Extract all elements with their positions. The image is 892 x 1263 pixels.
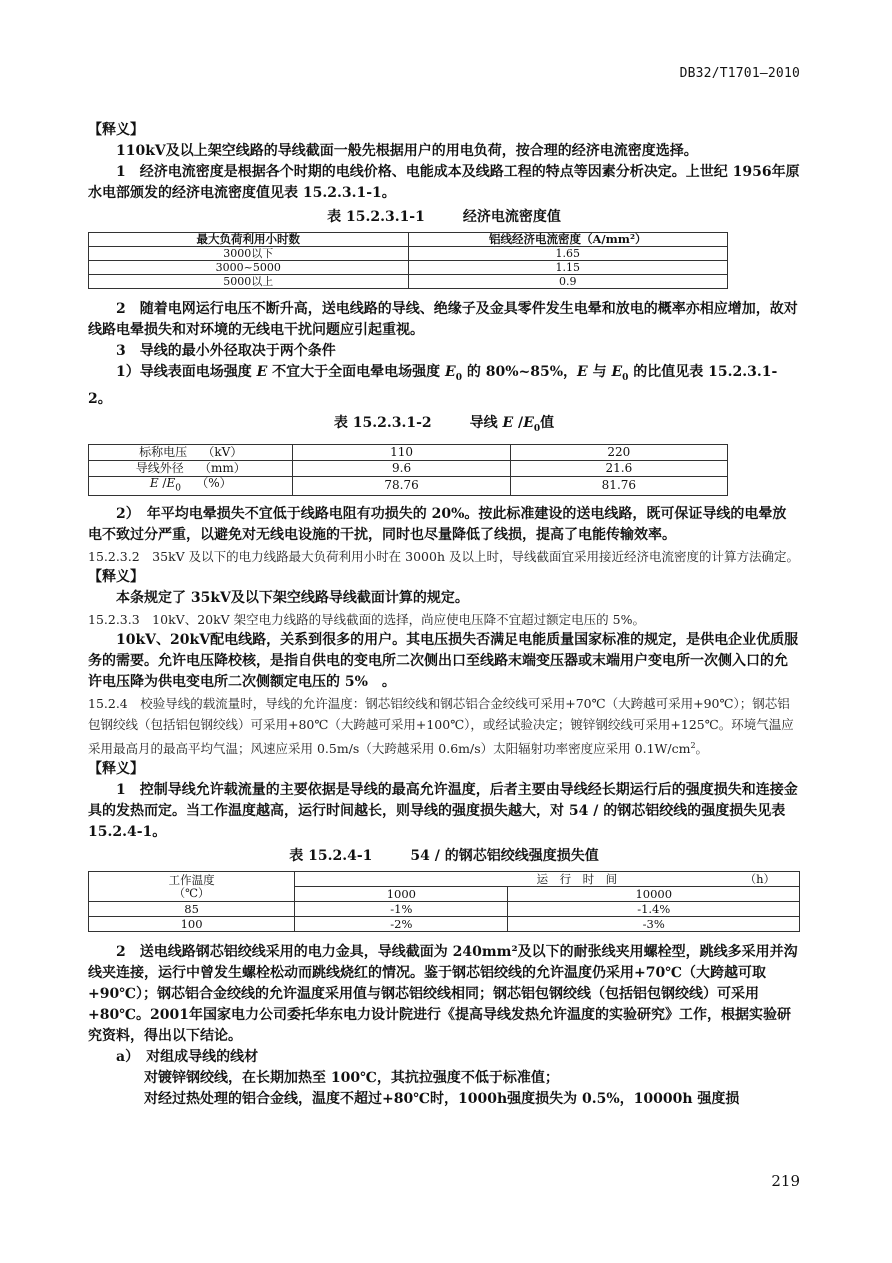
text-run: / <box>158 475 167 490</box>
paragraph: 10kV、20kV配电线路，关系到很多的用户。其电压损失否满足电能质量国家标准的规定，是供电企业优质服务的需要。允许电压降校核，是指自供电的变电所二次侧出口至线路末端变压器或末端用户变电所一次侧入口的允许电压降为供电变电所二次侧额定电压的 5% 。 <box>88 631 799 690</box>
text-run: 值 <box>540 414 555 431</box>
table-cell: -2% <box>295 917 508 932</box>
clause-15-2-3-2: 15.2.3.2 35kV 及以下的电力线路最大负荷利用小时在 3000h 及以上时，导线截面宜采用接近经济电流密度的计算方法确定。 <box>88 548 799 564</box>
conductor-e-ratio-table <box>88 444 728 496</box>
table-row <box>89 460 728 476</box>
table-number: 表 15.2.3.1-1 <box>327 209 425 225</box>
text-run: 的 80%~85%， <box>461 364 578 380</box>
text-run: E <box>256 364 268 380</box>
table-cell: 81.76 <box>510 476 727 495</box>
table-number: 表 15.2.3.1-2 <box>333 414 432 431</box>
text-run: 导线 <box>469 414 503 431</box>
table-cell: -1.4% <box>508 902 800 917</box>
text-run: 的比值见表 15.2.3.1-2。 <box>88 364 778 407</box>
paragraph: 对镀锌钢绞线，在长期加热至 100℃，其抗拉强度不低于标准值； <box>144 1070 559 1087</box>
text-run: （℃） <box>173 885 210 900</box>
paragraph: 110kV及以上架空线路的导线截面一般先根据用户的用电负荷，按合理的经济电流密度选择。 <box>116 143 698 159</box>
table-cell: 21.6 <box>510 460 727 476</box>
table-header-row <box>89 233 728 247</box>
page-content <box>88 120 800 1110</box>
text-run: E <box>577 364 588 380</box>
text-run: （%） <box>196 475 232 490</box>
table-cell: 100 <box>89 917 295 932</box>
table-cell: 1.15 <box>408 261 728 275</box>
paragraph: 2） 年平均电晕损失不宜低于线路电阻有功损失的 20%。按此标准建设的送电线路，既可保证导线的电晕放电不致过分严重，以避免对无线电设施的干扰，同时也尽量降低了线损，提高了电能传输效率。 <box>88 505 787 543</box>
table-header-cell: 铝线经济电流密度（A/mm²） <box>408 233 728 247</box>
table-caption <box>88 206 800 228</box>
text-run: （mm） <box>198 460 246 475</box>
table-header-cell <box>89 872 295 902</box>
text-run: （kV） <box>202 444 243 459</box>
table-header-cell: 最大负荷利用小时数 <box>89 233 409 247</box>
text-run: 15.2.4 校验导线的载流量时，导线的允许温度：钢芯铝绞线和钢芯铝合金绞线可采用+70℃（大跨越可采用+90℃）；钢芯铝包钢绞线（包括铝包钢绞线）可采用+80℃（大跨越可采用+100℃），或经试验决定；镀锌钢绞线可采用+125℃。环境气温应采用最高月的最高平均气温；风速应采用 0.5m/s（大跨越采用 0.6m/s）太阳辐射功率密度应采用 0.1W/cm <box>88 695 794 757</box>
page-number: 219 <box>771 1172 800 1190</box>
table-cell: 3000以下 <box>89 247 409 261</box>
table-cell: 9.6 <box>293 460 510 476</box>
strength-loss-table <box>88 871 800 932</box>
table-cell: 5000以上 <box>89 275 409 289</box>
text-run: 标称电压 <box>139 444 188 459</box>
table-cell <box>89 476 293 495</box>
text-run: E <box>166 475 176 490</box>
table-header-cell: 1000 <box>295 887 508 902</box>
clause-15-2-3-3: 15.2.3.3 10kV、20kV 架空电力线路的导线截面的选择，尚应使电压降不宜超过额定电压的 5%。 <box>88 611 645 627</box>
text-run: 0 <box>622 372 629 383</box>
table-row <box>89 902 800 917</box>
table-cell: 1.65 <box>408 247 728 261</box>
text-run: 0 <box>455 372 462 383</box>
table-cell: 3000~5000 <box>89 261 409 275</box>
text-run: （h） <box>744 871 775 886</box>
table-row <box>89 247 728 261</box>
table-title: 经济电流密度值 <box>462 209 561 225</box>
paragraph: 1 控制导线允许载流量的主要依据是导线的最高允许温度，后者主要由导线经长期运行后的强度损失和连接金具的发热而定。当工作温度越高，运行时间越长，则导线的强度损失越大，对 54 / 的钢芯铝绞线的强度损失见表 15.2.4-1。 <box>88 782 798 841</box>
table-header-row <box>89 872 800 887</box>
text-run: 0 <box>533 423 541 434</box>
text-run: / <box>513 414 524 431</box>
text-run: E <box>523 414 534 431</box>
table-title: 54 / 的钢芯铝绞线强度损失值 <box>410 848 599 865</box>
table-cell: 0.9 <box>408 275 728 289</box>
table-header-cell <box>295 872 800 887</box>
paragraph: 2 随着电网运行电压不断升高，送电线路的导线、绝缘子及金具零件发生电晕和放电的概率亦相应增加，故对线路电晕损失和对环境的无线电干扰问题应引起重视。 <box>88 301 798 338</box>
text-run: 运 行 时 间 <box>536 871 618 886</box>
paragraph: 1 经济电流密度是根据各个时期的电线价格、电能成本及线路工程的特点等因素分析决定。上世纪 1956年原水电部颁发的经济电流密度值见表 15.2.3.1-1。 <box>88 164 800 201</box>
table-row <box>89 261 728 275</box>
paragraph: 3 导线的最小外径取决于两个条件 <box>116 343 336 359</box>
table-row <box>89 444 728 460</box>
table-cell: 85 <box>89 902 295 917</box>
text-run: 不宜大于全面电晕电场强度 <box>267 364 446 380</box>
table-caption <box>88 412 800 440</box>
table-cell: 78.76 <box>293 476 510 495</box>
standard-code-header: DB32/T1701—2010 <box>679 66 800 81</box>
table-cell: 110 <box>293 444 510 460</box>
table-number: 表 15.2.4-1 <box>289 848 373 865</box>
paragraph: 2 送电线路钢芯铝绞线采用的电力金具，导线截面为 240mm²及以下的耐张线夹用螺栓型，跳线多采用并沟线夹连接，运行中曾发生螺栓松动而跳线烧红的情况。鉴于钢芯铝绞线的允许温度仍采用+70℃（大跨越可取+90℃）；钢芯铝合金绞线的允许温度采用值与钢芯铝绞线相同；钢芯铝包钢绞线（包括铝包钢绞线）可采用+80℃。2001年国家电力公司委托华东电力设计院进行《提高导线发热允许温度的实验研究》工作，根据实验研究资料，得出以下结论。 <box>88 944 798 1045</box>
list-item: a） 对组成导线的线材 <box>116 1049 259 1066</box>
table-row <box>89 917 800 932</box>
text-run: 2 <box>690 740 696 750</box>
clause-15-2-4 <box>88 693 800 759</box>
interpretation-label: 【释义】 <box>88 761 144 778</box>
text-run: 与 <box>587 364 612 380</box>
text-run: 。 <box>695 741 709 757</box>
table-caption <box>88 845 800 867</box>
paragraph <box>88 362 800 410</box>
table-header-cell: 10000 <box>508 887 800 902</box>
table-row <box>89 476 728 495</box>
table-cell: -1% <box>295 902 508 917</box>
paragraph: 本条规定了 35kV及以下架空线路导线截面计算的规定。 <box>116 589 469 606</box>
table-cell <box>89 460 293 476</box>
economic-current-density-table <box>88 232 728 289</box>
table-cell: -3% <box>508 917 800 932</box>
text-run: E <box>502 414 514 431</box>
paragraph: 对经过热处理的铝合金线，温度不超过+80℃时，1000h强度损失为 0.5%，10000h 强度损 <box>144 1091 740 1108</box>
text-run: E <box>149 475 159 490</box>
text-run: 导线外径 <box>135 460 184 475</box>
text-run: 1）导线表面电场强度 <box>116 364 257 380</box>
table-cell: 220 <box>510 444 727 460</box>
interpretation-label: 【释义】 <box>88 568 144 585</box>
table-row <box>89 275 728 289</box>
table-cell <box>89 444 293 460</box>
interpretation-label: 【释义】 <box>88 122 144 138</box>
text-run: E <box>445 364 456 380</box>
text-run: E <box>611 364 623 380</box>
text-run: 工作温度 <box>168 872 215 887</box>
text-run: 0 <box>175 482 181 493</box>
